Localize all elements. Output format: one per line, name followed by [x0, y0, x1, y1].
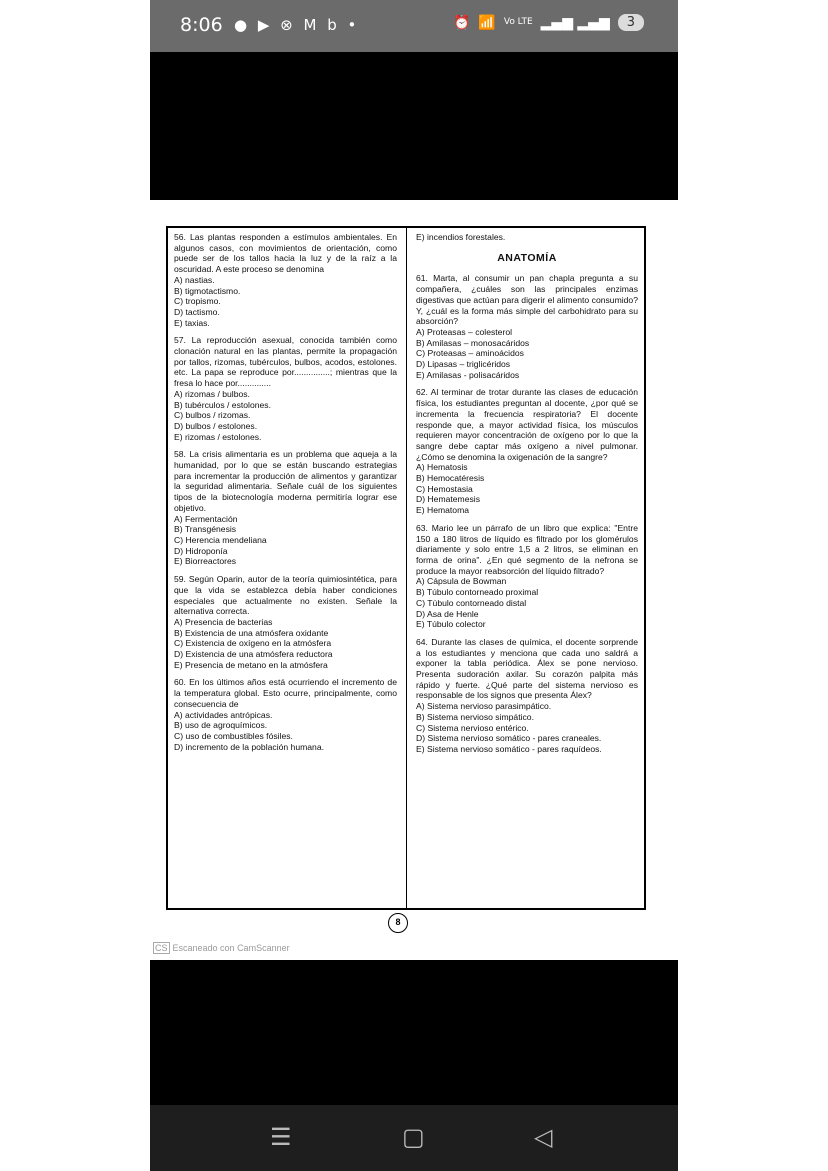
answer-option: D) tactismo. — [174, 306, 220, 317]
question-block — [174, 449, 397, 567]
answer-option: E) Túbulo colector — [416, 619, 486, 630]
answer-option: B) Transgénesis — [174, 524, 237, 535]
question-block — [174, 677, 397, 752]
answer-option: C) uso de combustibles fósiles. — [174, 730, 293, 741]
answer-option: B) Hemocatéresis — [416, 473, 485, 484]
notification-icons: ● ▶ ⊗ M b • — [234, 16, 360, 34]
right-column — [407, 228, 644, 908]
question-text: 56. Las plantas responden a estímulos ambientales. En algunos casos, con movimientos de orientación, como puede ser de los tallos hacia la luz y de la raíz a la oscuridad. A este proceso se denomina — [174, 232, 397, 275]
answer-option: C) bulbos / rizomas. — [174, 410, 251, 421]
answer-option: A) Proteasas – colesterol — [416, 326, 513, 337]
scanner-text: Escaneado con CamScanner — [172, 943, 290, 953]
left-column — [168, 228, 407, 908]
answer-option: D) Sistema nervioso somático - pares craneales. — [416, 733, 602, 744]
question-block — [174, 574, 397, 670]
question-block — [416, 523, 638, 630]
answer-option: C) tropismo. — [174, 296, 221, 307]
page-number: 8 — [388, 913, 408, 933]
phone-screen — [150, 0, 678, 1171]
answer-option: E) Amilasas - polisacáridos — [416, 369, 520, 380]
recent-apps-icon[interactable]: ☰ — [270, 1124, 292, 1151]
question-text: 62. Al terminar de trotar durante las clases de educación física, los estudiantes preguntan al docente, ¿por qué se incrementa la frecuencia respiratoria? El docente responde que, a mayor actividad física, los músculos requieren mayor concentración de oxígeno por lo que la sangre debe captar más oxígeno a nivel pulmonar. ¿Cómo se denomina la oxigenación de la sangre? — [416, 387, 638, 462]
answer-option: E) taxias. — [174, 317, 210, 328]
navigation-bar — [150, 1105, 678, 1171]
answer-option: E) rizomas / estolones. — [174, 431, 262, 442]
answer-option: B) Existencia de una atmósfera oxidante — [174, 627, 329, 638]
answer-option: C) Túbulo contorneado distal — [416, 597, 527, 608]
answer-option: B) Túbulo contorneado proximal — [416, 587, 539, 598]
back-icon[interactable]: ◁ — [534, 1124, 553, 1151]
right-questions — [416, 273, 638, 754]
scanned-document[interactable] — [150, 200, 678, 960]
question-text: 60. En los últimos años está ocurriendo el incremento de la temperatura global. Esto ocurre, principalmente, como consecuencia de — [174, 677, 397, 709]
alarm-icon: ⏰ — [452, 14, 471, 31]
question-text: 57. La reproducción asexual, conocida también como clonación natural en las plantas, permite la propagación por tallos, rizomas, tubérculos, bulbos, acodos, estolones. etc. La papa se reproduce por...............; mientras que la fresa lo hace por.............. — [174, 335, 397, 389]
status-time: 8:06 — [180, 14, 223, 36]
signal-icon: ▂▄▆ ▂▄▆ — [540, 14, 610, 31]
answer-option: C) Existencia de oxígeno en la atmósfera — [174, 638, 332, 649]
answer-option: D) Hidroponía — [174, 545, 228, 556]
answer-option: C) Sistema nervioso entérico. — [416, 722, 529, 733]
question-block — [416, 273, 638, 380]
question-text: 59. Según Oparin, autor de la teoría quimiosintética, para que la vida se establezca debía haber condiciones especiales que actualmente no existen. Señale la alternativa correcta. — [174, 574, 397, 617]
home-icon[interactable]: ▢ — [402, 1124, 425, 1151]
section-title: ANATOMÍA — [497, 251, 557, 264]
answer-option: B) Sistema nervioso simpático. — [416, 711, 534, 722]
answer-option: A) Presencia de bacterias — [174, 616, 273, 627]
answer-option: A) Sistema nervioso parasimpático. — [416, 701, 552, 712]
question-block — [174, 335, 397, 442]
question-text: 58. La crisis alimentaria es un problema que aqueja a la humanidad, por lo que se están buscando estrategias para incrementar la producción de alimentos y garantizar la seguridad alimentaria. Señale cuál de los siguientes tipos de la biotecnología moderna permitiría lograr ese objetivo. — [174, 449, 397, 513]
question-block — [416, 637, 638, 755]
answer-option: A) actividades antrópicas. — [174, 709, 273, 720]
exam-page-frame — [166, 226, 646, 910]
wifi-icon: 📶 — [478, 14, 496, 31]
answer-option: B) uso de agroquímicos. — [174, 720, 268, 731]
answer-option: A) Hematosis — [416, 462, 468, 473]
camscanner-logo: CS — [155, 943, 168, 953]
question-60-option-e: E) incendios forestales. — [416, 232, 506, 242]
answer-option: D) Asa de Henle — [416, 608, 479, 619]
answer-option: C) Proteasas – aminoácidos — [416, 348, 524, 359]
status-bar — [150, 0, 678, 52]
question-block — [174, 232, 397, 328]
answer-option: D) Hematemesis — [416, 494, 480, 505]
answer-option: E) Hematoma — [416, 505, 470, 516]
question-block — [416, 387, 638, 515]
question-text: 64. Durante las clases de química, el docente sorprende a los estudiantes y menciona que cada uno saldrá a exponer la tabla periódica. Álex se pone nervioso. Presenta sudoración axilar. Su corazón palpita más rápido y fuerte. ¿Qué parte del sistema nervioso es responsable de los signos que presenta Álex? — [416, 636, 638, 701]
volte-icon: Vo LTE — [503, 17, 533, 27]
answer-option: C) Hemostasia — [416, 483, 473, 494]
status-right — [453, 14, 644, 31]
answer-option: B) tigmotactismo. — [174, 285, 241, 296]
answer-option: A) rizomas / bulbos. — [174, 388, 250, 399]
battery-icon: 3 — [618, 14, 644, 31]
answer-option: E) Biorreactores — [174, 556, 237, 567]
answer-option: D) Existencia de una atmósfera reductora — [174, 649, 333, 660]
answer-option: D) Lipasas – triglicéridos — [416, 359, 511, 370]
answer-option: E) Presencia de metano en la atmósfera — [174, 659, 328, 670]
answer-option: B) Amilasas – monosacáridos — [416, 337, 530, 348]
answer-option: E) Sistema nervioso somático - pares raquídeos. — [416, 743, 602, 754]
answer-option: D) bulbos / estolones. — [174, 420, 258, 431]
question-text: 63. Mario lee un párrafo de un libro que explica: "Entre 150 a 180 litros de líquido es filtrado por los glomérulos diariamente y solo entre 1,5 a 2 litros, se eliminan en forma de orina". ¿En qué segmento de la nefrona se produce la mayor reabsorción del líquido filtrado? — [416, 522, 638, 576]
answer-option: A) Cápsula de Bowman — [416, 576, 507, 587]
answer-option: A) nastias. — [174, 274, 215, 285]
scanner-watermark — [153, 943, 290, 953]
answer-option: D) incremento de la población humana. — [174, 741, 325, 752]
answer-option: A) Fermentación — [174, 513, 238, 524]
question-text: 61. Marta, al consumir un pan chapla pregunta a su compañera, ¿cuáles son las principales enzimas digestivas que actúan para digerir el alimento consumido? Y, ¿cuál es la forma más simple del carbohidrato para su absorción? — [416, 273, 638, 327]
answer-option: C) Herencia mendeliana — [174, 534, 267, 545]
answer-option: B) tubérculos / estolones. — [174, 399, 271, 410]
